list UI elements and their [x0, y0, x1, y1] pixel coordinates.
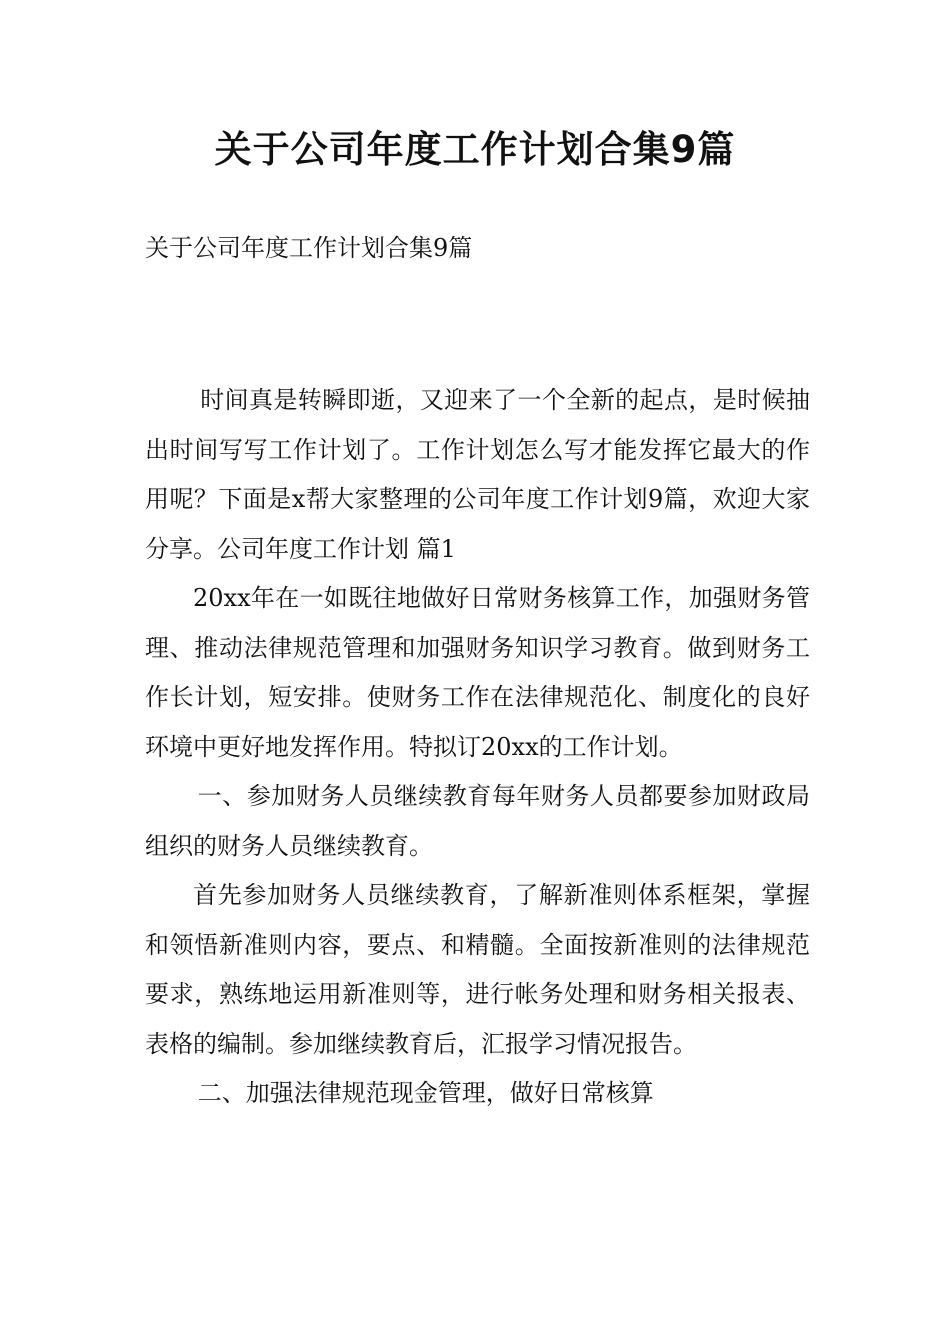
paragraph-section-two: 二、加强法律规范现金管理，做好日常核算	[197, 1079, 654, 1107]
paragraph-continuing-education: 首先参加财务人员继续教育，了解新准则体系框架，掌握和领悟新准则内容，要点、和精髓。全面按新准则的法律规范要求，熟练地运用新准则等，进行帐务处理和财务相关报表、表格的编制。参加继续教育后，汇报学习情况报告。	[145, 881, 810, 1058]
paragraph-section-one: 一、参加财务人员继续教育每年财务人员都要参加财政局组织的财务人员继续教育。	[145, 782, 810, 860]
document-subtitle: 关于公司年度工作计划合集9篇	[145, 234, 473, 262]
document-title: 关于公司年度工作计划合集9篇	[214, 128, 736, 171]
paragraph-plan-overview: 20xx年在一如既往地做好日常财务核算工作，加强财务管理、推动法律规范管理和加强财务知识学习教育。做到财务工作长计划，短安排。使财务工作在法律规范化、制度化的良好环境中更好地发挥作用。特拟订20xx的工作计划。	[145, 584, 810, 761]
paragraph-intro: 时间真是转瞬即逝，又迎来了一个全新的起点，是时候抽出时间写写工作计划了。工作计划怎么写才能发挥它最大的作用呢？下面是x帮大家整理的公司年度工作计划9篇，欢迎大家分享。公司年度工作计划 篇1	[145, 386, 810, 563]
document-body	[145, 376, 810, 1119]
